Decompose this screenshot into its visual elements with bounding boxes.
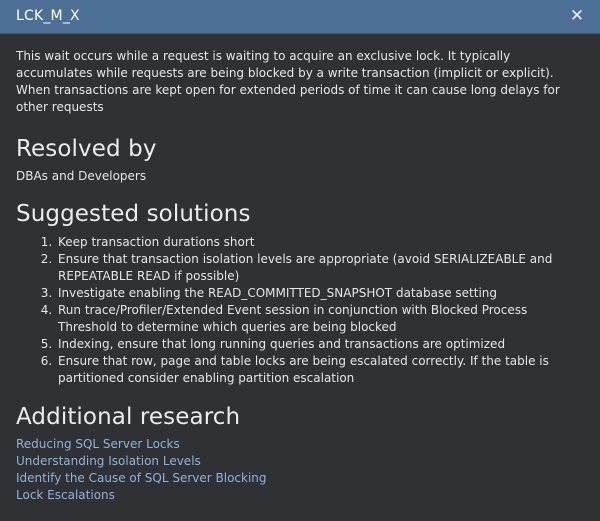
solution-item: 6. Ensure that row, page and table locks are being escalated correctly. If the table is partitioned consider enabling partition escalation bbox=[56, 353, 586, 387]
additional-research-section bbox=[16, 404, 586, 504]
research-link-lock-escalations[interactable]: Lock Escalations bbox=[16, 488, 115, 502]
dialog-titlebar bbox=[0, 0, 600, 34]
research-link-isolation-levels[interactable]: Understanding Isolation Levels bbox=[16, 454, 201, 468]
resolved-by-text: DBAs and Developers bbox=[16, 169, 147, 183]
solution-item: 3. Investigate enabling the READ_COMMITTED_SNAPSHOT database setting bbox=[56, 285, 586, 302]
resolved-by-section bbox=[16, 136, 586, 183]
suggested-solutions-section bbox=[16, 201, 586, 387]
solutions-list bbox=[16, 234, 586, 387]
close-icon[interactable]: ✕ bbox=[569, 6, 585, 26]
solution-item: 5. Indexing, ensure that long running queries and transactions are optimized bbox=[56, 336, 586, 353]
wait-description: This wait occurs while a request is waiting to acquire an exclusive lock. It typically accumulates while requests are being blocked by a write transaction (implicit or explicit). When transactions are kept open for extended periods of time it can cause long delays for other requests bbox=[16, 49, 560, 114]
resolved-by-heading: Resolved by bbox=[16, 136, 157, 162]
suggested-solutions-heading: Suggested solutions bbox=[16, 201, 251, 227]
solution-item: 4. Run trace/Profiler/Extended Event session in conjunction with Blocked Process Threshold to determine which queries are being blocked bbox=[56, 302, 586, 336]
additional-research-heading: Additional research bbox=[16, 404, 241, 430]
research-link-blocking-cause[interactable]: Identify the Cause of SQL Server Blocking bbox=[16, 471, 267, 485]
solution-item: 2. Ensure that transaction isolation levels are appropriate (avoid SERIALIZEABLE and REPEATABLE READ if possible) bbox=[56, 251, 586, 285]
dialog-content bbox=[16, 48, 586, 504]
research-link-reducing-locks[interactable]: Reducing SQL Server Locks bbox=[16, 437, 180, 451]
dialog-title: LCK_M_X bbox=[16, 8, 80, 24]
solution-item: 1. Keep transaction durations short bbox=[56, 234, 586, 251]
research-links bbox=[16, 436, 586, 504]
